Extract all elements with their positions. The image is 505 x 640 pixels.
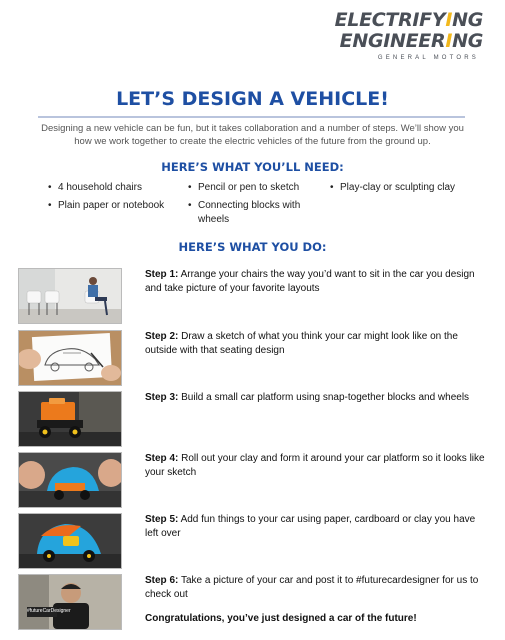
step-6-photo-caption: #futureCarDesigner [27,608,71,614]
intro-text: Designing a new vehicle can be fun, but it takes collaboration and a number of steps. We’ll show you how we work together to create the electric vehicles of the future from the ground up. [41,123,464,147]
need-item: • Connecting blocks with wheels [188,199,316,227]
step-3-text: Step 3: Build a small car platform using snap-together blocks and wheels [145,392,470,403]
need-column-3 [330,181,458,199]
page-title: LET’S DESIGN A VEHICLE! [116,88,389,110]
step-5-text: Step 5: Add fun things to your car using paper, cardboard or clay you have left over [145,514,476,539]
need-column-1 [48,181,166,217]
step-3 [18,391,488,447]
need-item: • Play-clay or sculpting clay [330,181,458,195]
congratulations-text: Congratulations, you’ve just designed a car of the future! [145,613,417,624]
do-heading: HERE’S WHAT YOU DO: [178,240,327,254]
step-1-text: Step 1: Arrange your chairs the way you’d want to sit in the car you design and take picture of your favorite layouts [145,269,475,294]
logo-subtitle: GENERAL MOTORS [377,55,479,61]
step-5-photo [18,513,122,569]
need-item: • Pencil or pen to sketch [188,181,316,195]
logo-line-2: ENGINEERING [339,30,483,52]
step-2-photo [18,330,122,386]
step-2 [18,330,488,386]
need-item: • Plain paper or notebook [48,199,166,213]
step-4 [18,452,488,508]
logo [333,10,483,76]
need-heading: HERE’S WHAT YOU’LL NEED: [161,160,344,174]
step-2-text: Step 2: Draw a sketch of what you think your car might look like on the outside with that seating design [145,331,458,356]
step-5 [18,513,488,569]
logo-line-1: ELECTRIFYING [334,9,483,31]
lightning-bolt-icon: I [445,9,453,31]
need-column-2 [188,181,316,231]
step-3-photo [18,391,122,447]
step-4-photo [18,452,122,508]
step-6-photo [18,574,122,630]
lightning-bolt-icon: I [445,30,453,52]
need-item: • 4 household chairs [48,181,166,195]
step-6-text: Step 6: Take a picture of your car and post it to #futurecardesigner for us to check out [145,575,479,600]
step-1-photo [18,268,122,324]
step-1 [18,268,488,324]
title-divider [38,116,465,118]
step-4-text: Step 4: Roll out your clay and form it around your car platform so it looks like your sketch [145,453,485,478]
